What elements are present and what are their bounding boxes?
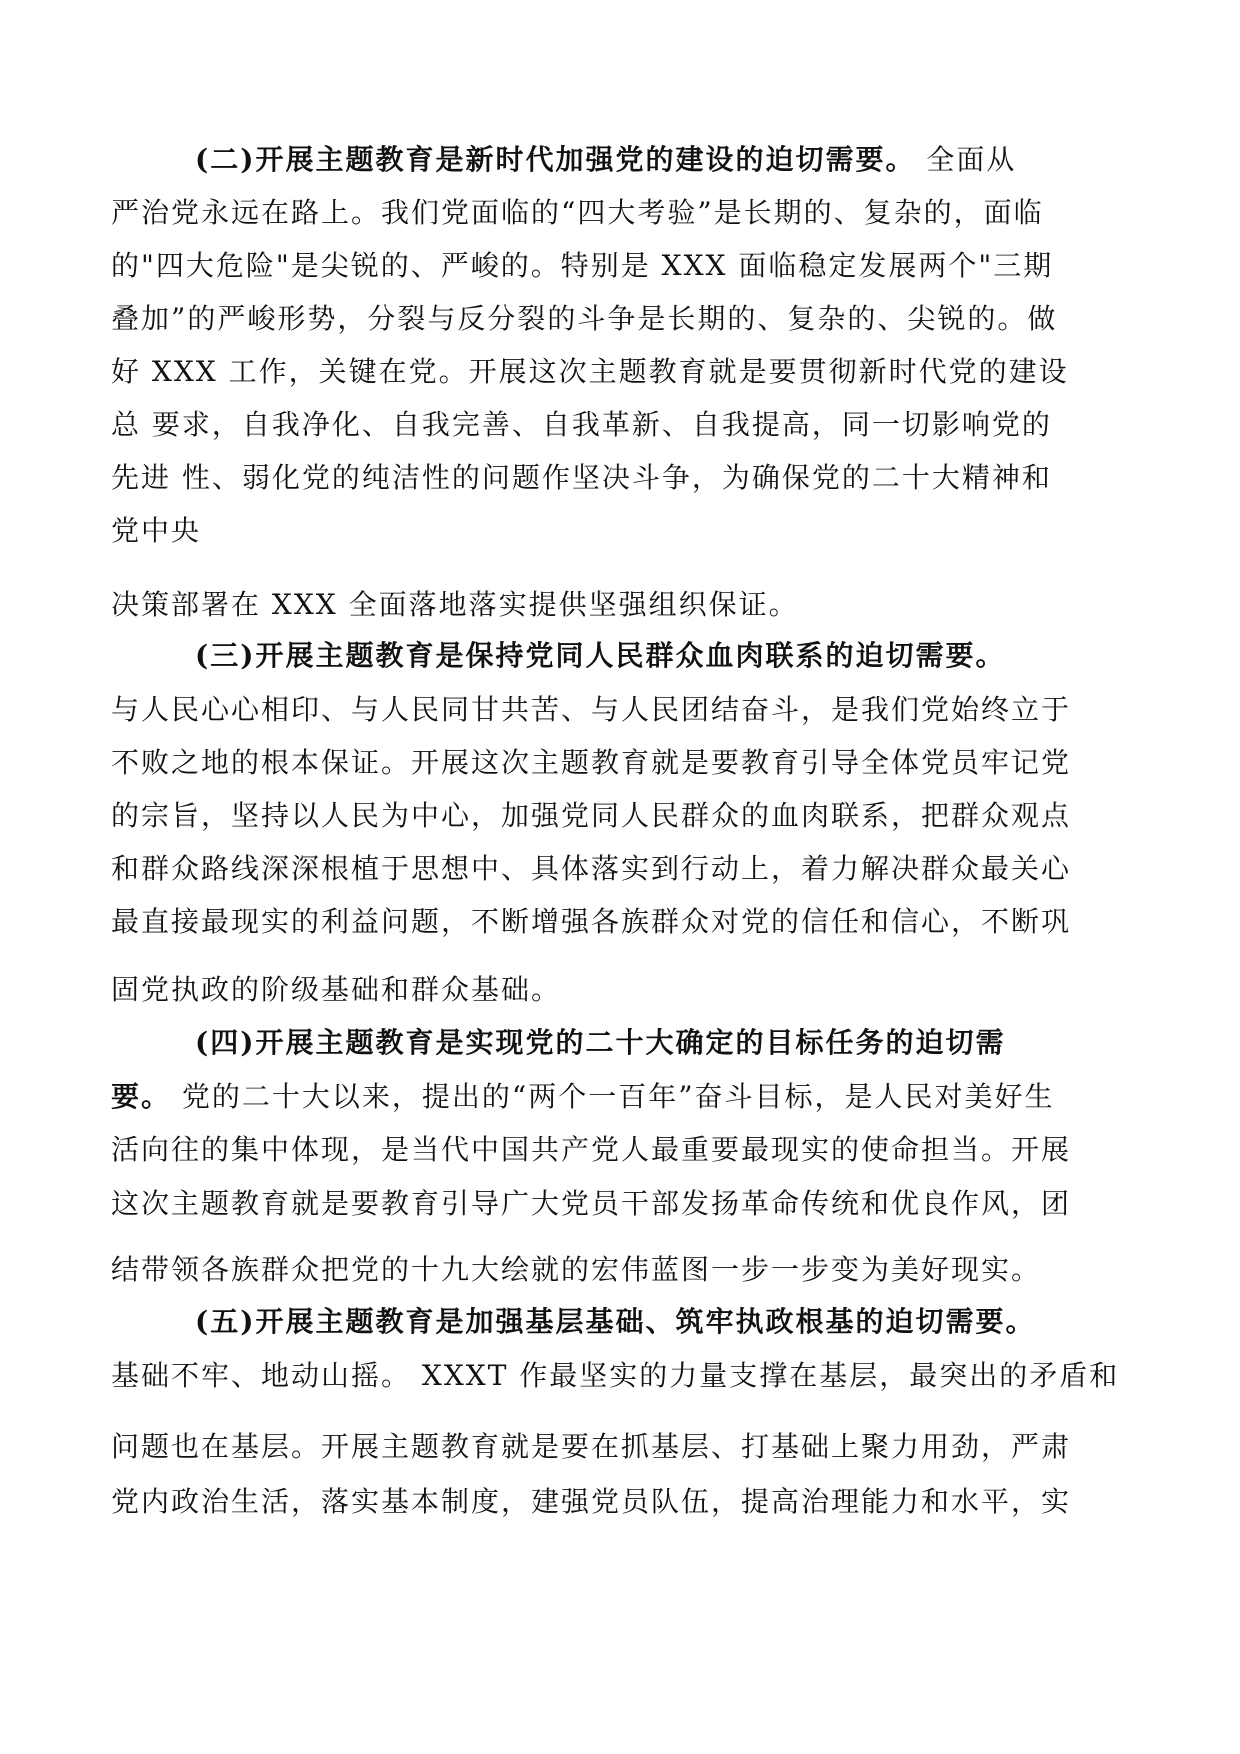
section-2-line: 好 XXX 工作，关键在党。开展这次主题教育就是要贯彻新时代党的建设 <box>111 355 1069 388</box>
section-3-line: 的宗旨，坚持以人民为中心，加强党同人民群众的血肉联系，把群众观点 <box>111 799 1072 832</box>
section-2-line: 的"四大危险"是尖锐的、严峻的。特别是 XXX 面临稳定发展两个"三期 <box>111 249 1054 282</box>
section-2-line: 严治党永远在路上。我们党面临的“四大考验”是长期的、复杂的，面临 <box>111 196 1044 229</box>
section-2-line: 叠加”的严峻形势，分裂与反分裂的斗争是长期的、复杂的、尖锐的。做 <box>111 302 1058 335</box>
section-2-line: 决策部署在 XXX 全面落地落实提供坚强组织保证。 <box>111 588 799 621</box>
section-3-line: 与人民心心相印、与人民同甘共苦、与人民团结奋斗，是我们党始终立于 <box>111 693 1072 726</box>
section-4-line: 活向往的集中体现，是当代中国共产党人最重要最现实的使命担当。开展 <box>111 1133 1072 1166</box>
section-5-line: 党内政治生活，落实基本制度，建强党员队伍，提高治理能力和水平，实 <box>111 1485 1072 1518</box>
section-4-first-line <box>111 1070 1141 1124</box>
section-5-heading: (五)开展主题教育是加强基层基础、筑牢执政根基的迫切需要。 <box>195 1305 1036 1338</box>
section-4-heading-continuation: 要。 <box>111 1080 172 1113</box>
section-4-heading: (四)开展主题教育是实现党的二十大确定的目标任务的迫切需 <box>195 1026 1006 1059</box>
section-2-line: 先进 性、弱化党的纯洁性的问题作坚决斗争，为确保党的二十大精神和 <box>111 461 1052 494</box>
section-5-line: 问题也在基层。开展主题教育就是要在抓基层、打基础上聚力用劲，严肃 <box>111 1430 1072 1463</box>
section-3-line: 固党执政的阶级基础和群众基础。 <box>111 973 562 1006</box>
section-3-heading: (三)开展主题教育是保持党同人民群众血肉联系的迫切需要。 <box>195 639 1006 672</box>
section-3-line: 不败之地的根本保证。开展这次主题教育就是要教育引导全体党员牢记党 <box>111 746 1072 779</box>
section-2-line: 总 要求，自我净化、自我完善、自我革新、自我提高，同一切影响党的 <box>111 408 1052 441</box>
section-3-line: 最直接最现实的利益问题，不断增强各族群众对党的信任和信心，不断巩 <box>111 905 1072 938</box>
section-4-text: 党的二十大以来，提出的“两个一百年”奋斗目标，是人民对美好生 <box>171 1080 1055 1113</box>
section-2-text: 全面从 <box>915 143 1017 176</box>
section-2-line: 党中央 <box>111 514 202 547</box>
section-4-line: 这次主题教育就是要教育引导广大党员干部发扬革命传统和优良作风，团 <box>111 1187 1072 1220</box>
section-2-first-line <box>195 133 1225 187</box>
section-5-line: 基础不牢、地动山摇。 XXXT 作最坚实的力量支撑在基层，最突出的矛盾和 <box>111 1359 1120 1392</box>
section-3-line: 和群众路线深深根植于思想中、具体落实到行动上，着力解决群众最关心 <box>111 852 1072 885</box>
section-4-line: 结带领各族群众把党的十九大绘就的宏伟蓝图一步一步变为美好现实。 <box>111 1253 1042 1286</box>
section-2-heading: (二)开展主题教育是新时代加强党的建设的迫切需要。 <box>195 143 916 176</box>
